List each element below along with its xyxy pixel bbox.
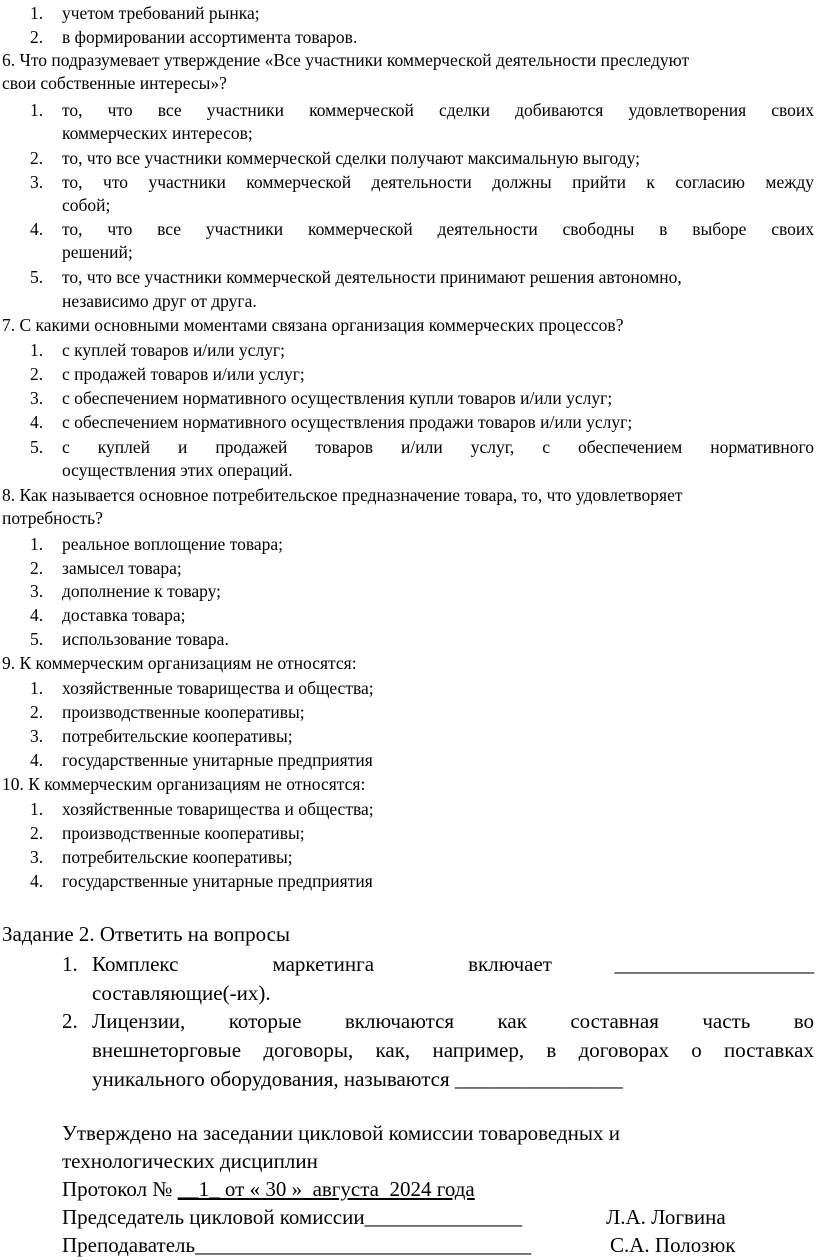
chair-line	[62, 1203, 522, 1232]
task2-item-1-text	[92, 950, 552, 979]
word: Комплекс	[92, 952, 179, 976]
approval-line-cont: технологических дисциплин	[62, 1149, 318, 1173]
question-6-cont: свои собственные интересы»?	[2, 73, 227, 93]
task2-title: Задание 2. Ответить на вопросы	[2, 922, 291, 946]
question-8: 8. Как называется основное потребительское предназначение товара, то, что удовлетворяет	[2, 485, 683, 505]
protocol-value: __1_ от « 30 » августа 2024 года	[177, 1177, 475, 1201]
task2-item-2: Лицензии, которые включаются как составная часть во	[92, 1009, 814, 1033]
list-number: 1.	[62, 952, 78, 976]
approval-line: Утверждено на заседании цикловой комиссии товароведных и	[62, 1121, 620, 1145]
word: маркетинга	[272, 952, 375, 976]
answer-blank-1[interactable]: ___________________	[614, 952, 814, 976]
question-8-cont: потребность?	[2, 508, 103, 528]
task2-item-2-end: уникального оборудования, называются	[92, 1067, 450, 1091]
task2-item-1-cont: составляющие(-их).	[92, 981, 271, 1005]
teacher-label: Преподаватель	[62, 1233, 196, 1257]
protocol-label: Протокол №	[62, 1177, 173, 1201]
answer-blank-2[interactable]: ________________	[454, 1067, 623, 1091]
question-10: 10. К коммерческим организациям не относятся:	[2, 774, 366, 794]
chair-label: Председатель цикловой комиссии	[62, 1205, 365, 1229]
signature-blank: ________________________________	[195, 1233, 532, 1257]
chair-name: Л.А. Логвина	[606, 1205, 726, 1229]
question-9: 9. К коммерческим организациям не относятся:	[2, 653, 357, 673]
task2-item-2-cont: внешнеторговые договоры, как, например, в договорах о поставках	[92, 1038, 814, 1062]
list-number: 2.	[62, 1009, 78, 1033]
task2-item-1	[92, 950, 814, 979]
task2-item-2-cont	[92, 1065, 623, 1094]
signature-blank: _______________	[364, 1205, 523, 1229]
question-7: 7. С какими основными моментами связана организация коммерческих процессов?	[2, 315, 624, 335]
teacher-line	[62, 1231, 531, 1260]
word: включает	[468, 952, 552, 976]
teacher-name: С.А. Полозюк	[610, 1233, 736, 1257]
protocol-line	[62, 1175, 475, 1204]
question-6: 6. Что подразумевает утверждение «Все участники коммерческой деятельности преследуют	[2, 50, 690, 70]
